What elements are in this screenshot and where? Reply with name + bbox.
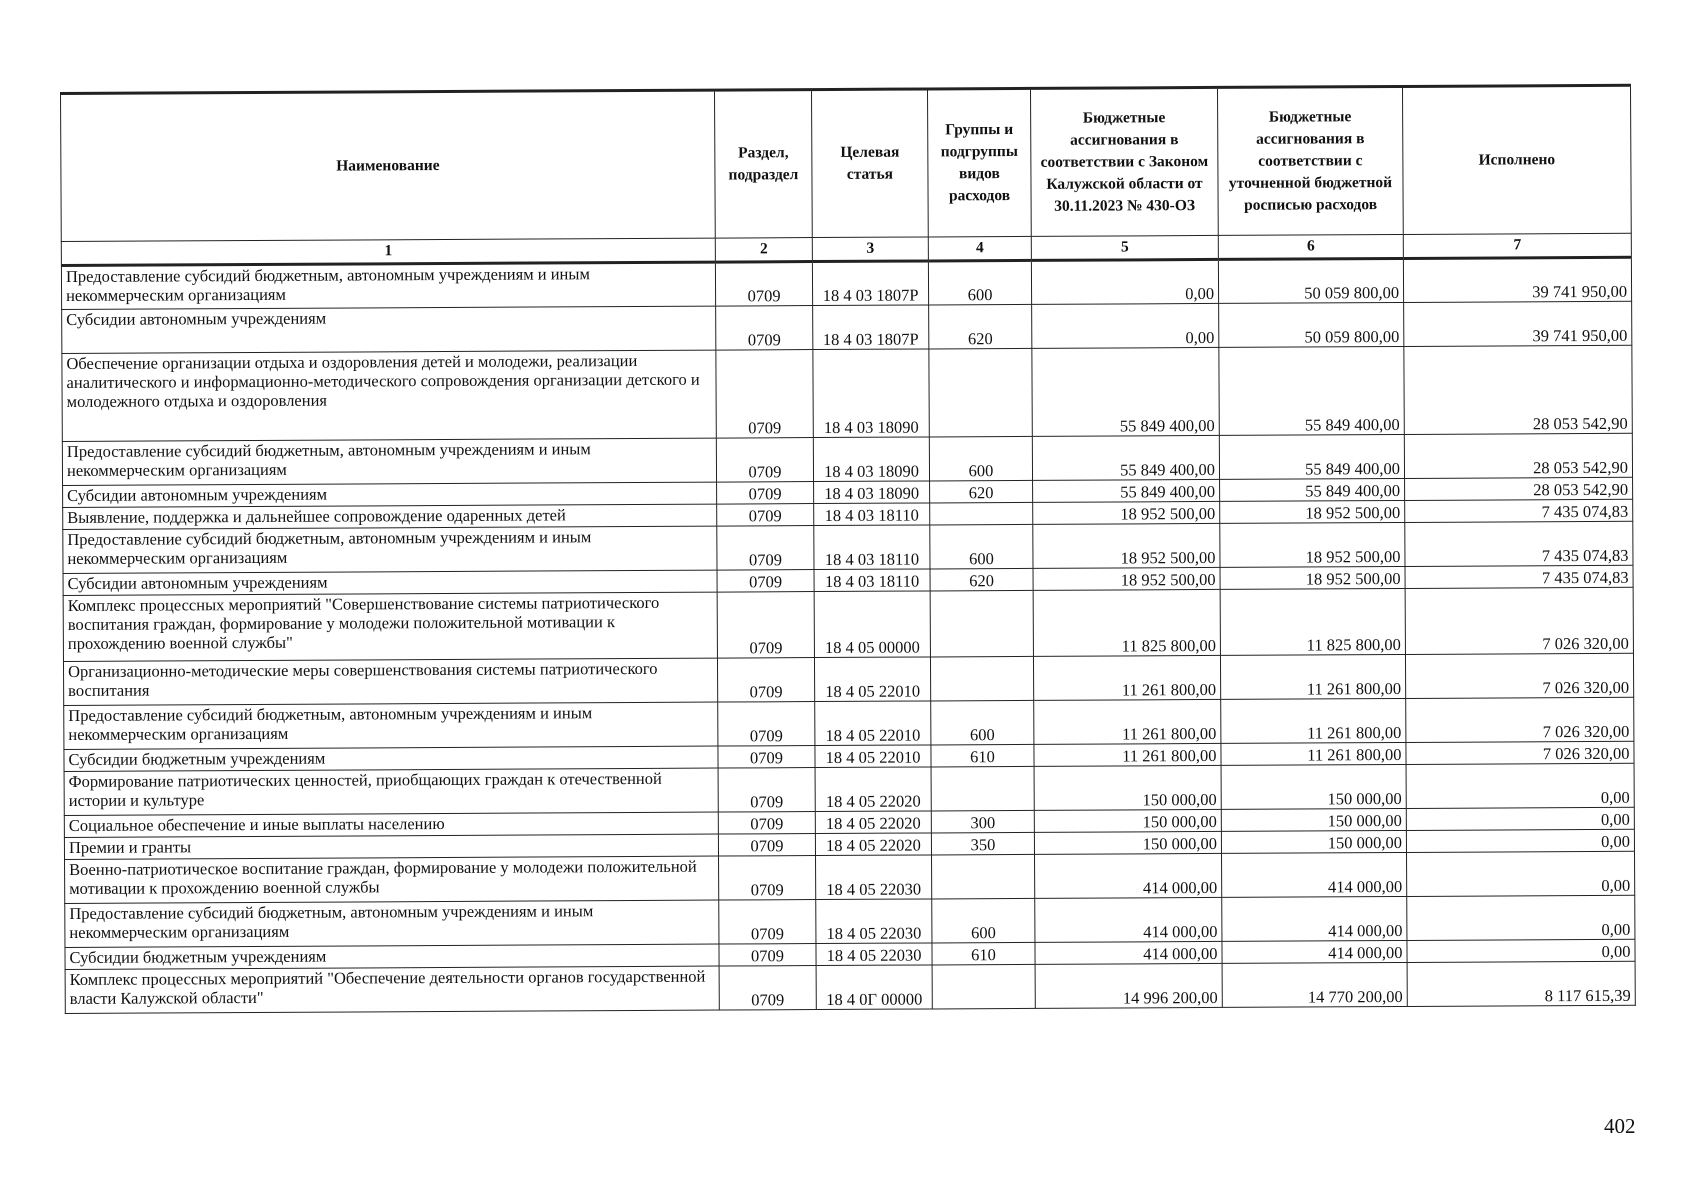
- row-name: Социальное обеспечение и иные выплаты населению: [64, 812, 718, 837]
- row-refined-allocation: 150 000,00: [1221, 830, 1406, 853]
- row-executed: 7 435 074,83: [1405, 499, 1633, 522]
- column-number: 1: [61, 238, 715, 265]
- row-law-allocation: 11 261 800,00: [1034, 743, 1221, 766]
- row-executed: 7 026 320,00: [1405, 653, 1633, 698]
- row-executed: 39 741 950,00: [1403, 257, 1631, 302]
- row-section: 0709: [719, 944, 816, 967]
- row-target-article: 18 4 03 18110: [814, 525, 930, 570]
- budget-table: [60, 84, 1636, 1014]
- row-executed: 7 026 320,00: [1406, 741, 1634, 764]
- page-number: 402: [1604, 1114, 1636, 1138]
- column-number: 6: [1218, 234, 1403, 259]
- row-name: Субсидии автономным учреждениям: [62, 306, 716, 353]
- row-section: 0709: [716, 306, 813, 351]
- row-target-article: 18 4 05 22010: [815, 745, 931, 768]
- row-expense-group: [930, 590, 1033, 657]
- row-law-allocation: 18 952 500,00: [1033, 501, 1220, 524]
- row-name: Субсидии бюджетным учреждениям: [64, 746, 718, 771]
- row-law-allocation: 0,00: [1032, 303, 1219, 348]
- header-refined-allocations: Бюджетные ассигнования в соответствии с уточненной бюджетной росписью расходов: [1217, 86, 1403, 235]
- row-name: Предоставление субсидий бюджетным, автономным учреждениям и иным некоммерческим организациям: [65, 900, 719, 947]
- row-refined-allocation: 414 000,00: [1222, 940, 1407, 963]
- row-expense-group: [929, 348, 1032, 437]
- row-target-article: 18 4 03 18090: [813, 437, 929, 482]
- row-section: 0709: [717, 526, 814, 571]
- header-expense-group: Группы и подгруппы видов расходов: [927, 88, 1031, 237]
- row-name: Предоставление субсидий бюджетным, автономным учреждениям и иным некоммерческим организациям: [61, 262, 715, 309]
- row-name: Предоставление субсидий бюджетным, автономным учреждениям и иным некоммерческим организациям: [62, 438, 716, 485]
- row-expense-group: 600: [931, 700, 1034, 745]
- row-name: Субсидии бюджетным учреждениям: [65, 944, 719, 969]
- row-executed: 0,00: [1407, 895, 1635, 940]
- row-name: Субсидии автономным учреждениям: [63, 482, 717, 507]
- row-refined-allocation: 50 059 800,00: [1218, 258, 1403, 303]
- table-row: [65, 961, 1635, 1013]
- row-name: Обеспечение организации отдыха и оздоровления детей и молодежи, реализации аналитического и информационно-методического сопровождения организации детского и молодежного отдыха и оздоровления: [62, 350, 716, 441]
- row-target-article: 18 4 03 18110: [814, 569, 930, 592]
- table-row: [65, 851, 1635, 903]
- row-expense-group: 300: [931, 810, 1034, 833]
- row-section: 0709: [716, 350, 813, 439]
- row-target-article: 18 4 05 22020: [815, 767, 931, 812]
- row-refined-allocation: 18 952 500,00: [1220, 500, 1405, 523]
- row-expense-group: [931, 766, 1034, 811]
- row-section: 0709: [717, 658, 814, 703]
- row-section: 0709: [718, 702, 815, 747]
- row-name: Предоставление субсидий бюджетным, автономным учреждениям и иным некоммерческим организациям: [63, 526, 717, 573]
- row-target-article: 18 4 03 18090: [814, 481, 930, 504]
- header-section: Раздел, подраздел: [714, 90, 812, 239]
- row-law-allocation: 150 000,00: [1034, 765, 1221, 810]
- table-row: [61, 257, 1631, 309]
- row-law-allocation: 150 000,00: [1034, 809, 1221, 832]
- row-expense-group: 620: [930, 480, 1033, 503]
- row-law-allocation: 55 849 400,00: [1033, 479, 1220, 502]
- row-law-allocation: 14 996 200,00: [1035, 963, 1222, 1008]
- row-executed: 8 117 615,39: [1407, 961, 1635, 1006]
- row-expense-group: 620: [929, 304, 1032, 349]
- row-target-article: 18 4 03 18090: [813, 349, 929, 438]
- table-row: [62, 345, 1632, 441]
- row-section: 0709: [718, 768, 815, 813]
- row-refined-allocation: 11 261 800,00: [1221, 742, 1406, 765]
- column-number: 3: [812, 237, 928, 262]
- row-executed: 0,00: [1407, 939, 1635, 962]
- row-law-allocation: 18 952 500,00: [1033, 523, 1220, 568]
- row-law-allocation: 150 000,00: [1034, 831, 1221, 854]
- row-target-article: 18 4 05 22030: [816, 943, 932, 966]
- column-number: 2: [715, 238, 812, 263]
- row-section: 0709: [717, 570, 814, 593]
- row-expense-group: 610: [931, 744, 1034, 767]
- row-expense-group: 600: [932, 898, 1035, 943]
- table-row: [63, 521, 1633, 573]
- column-number: 5: [1031, 235, 1218, 260]
- row-target-article: 18 4 03 18110: [814, 503, 930, 526]
- column-number: 7: [1403, 233, 1631, 258]
- row-executed: 28 053 542,90: [1404, 433, 1632, 478]
- row-expense-group: 600: [930, 524, 1033, 569]
- row-target-article: 18 4 05 22010: [815, 701, 931, 746]
- row-refined-allocation: 50 059 800,00: [1219, 302, 1404, 347]
- row-section: 0709: [715, 262, 812, 307]
- row-refined-allocation: 150 000,00: [1221, 764, 1406, 809]
- row-executed: 7 026 320,00: [1406, 697, 1634, 742]
- table-row: [63, 653, 1633, 705]
- row-law-allocation: 0,00: [1031, 259, 1218, 304]
- row-expense-group: 600: [929, 436, 1032, 481]
- row-name: Выявление, поддержка и дальнейшее сопровождение одаренных детей: [63, 504, 717, 529]
- row-name: Комплекс процессных мероприятий "Обеспечение деятельности органов государственной власти Калужской области": [65, 966, 719, 1013]
- row-expense-group: 350: [931, 832, 1034, 855]
- row-target-article: 18 4 05 22020: [815, 811, 931, 834]
- row-name: Предоставление субсидий бюджетным, автономным учреждениям и иным некоммерческим организациям: [64, 702, 718, 749]
- row-target-article: 18 4 05 00000: [814, 591, 930, 658]
- row-expense-group: 600: [928, 260, 1031, 305]
- header-law-allocations: Бюджетные ассигнования в соответствии с Законом Калужской области от 30.11.2023 № 430-ОЗ: [1030, 87, 1218, 236]
- row-refined-allocation: 14 770 200,00: [1222, 962, 1407, 1007]
- row-section: 0709: [719, 966, 816, 1011]
- row-law-allocation: 414 000,00: [1035, 853, 1222, 898]
- row-executed: 7 435 074,83: [1405, 565, 1633, 588]
- row-law-allocation: 11 261 800,00: [1034, 699, 1221, 744]
- row-name: Организационно-методические меры совершенствования системы патриотического воспитания: [63, 658, 717, 705]
- table-row: [62, 301, 1632, 353]
- row-executed: 0,00: [1406, 807, 1634, 830]
- row-refined-allocation: 11 825 800,00: [1220, 588, 1405, 655]
- row-name: Субсидии автономным учреждениям: [63, 570, 717, 595]
- row-refined-allocation: 11 261 800,00: [1220, 654, 1405, 699]
- column-number: 4: [928, 236, 1031, 261]
- row-executed: 0,00: [1406, 829, 1634, 852]
- row-refined-allocation: 18 952 500,00: [1220, 566, 1405, 589]
- row-executed: 7 435 074,83: [1405, 521, 1633, 566]
- row-section: 0709: [717, 482, 814, 505]
- row-section: 0709: [719, 900, 816, 945]
- row-target-article: 18 4 05 22030: [816, 855, 932, 900]
- row-section: 0709: [718, 746, 815, 769]
- row-expense-group: [932, 854, 1035, 899]
- row-section: 0709: [716, 438, 813, 483]
- table-row: [63, 587, 1633, 661]
- row-refined-allocation: 414 000,00: [1222, 896, 1407, 941]
- row-executed: 28 053 542,90: [1404, 345, 1632, 434]
- row-expense-group: [930, 656, 1033, 701]
- row-refined-allocation: 55 849 400,00: [1219, 346, 1404, 435]
- row-target-article: 18 4 03 1807Р: [813, 305, 929, 350]
- row-expense-group: 620: [930, 568, 1033, 591]
- row-target-article: 18 4 05 22020: [815, 833, 931, 856]
- row-refined-allocation: 11 261 800,00: [1221, 698, 1406, 743]
- row-law-allocation: 11 261 800,00: [1033, 655, 1220, 700]
- row-law-allocation: 414 000,00: [1035, 941, 1222, 964]
- row-target-article: 18 4 03 1807Р: [812, 261, 928, 306]
- row-section: 0709: [717, 592, 814, 659]
- row-executed: 39 741 950,00: [1404, 301, 1632, 346]
- header-row: [61, 85, 1632, 241]
- row-section: 0709: [718, 834, 815, 857]
- row-law-allocation: 18 952 500,00: [1033, 567, 1220, 590]
- header-article: Целевая статья: [811, 89, 928, 238]
- row-executed: 0,00: [1406, 763, 1634, 808]
- row-target-article: 18 4 05 22030: [816, 899, 932, 944]
- table-row: [65, 895, 1635, 947]
- row-executed: 28 053 542,90: [1405, 477, 1633, 500]
- row-name: Формирование патриотических ценностей, приобщающих граждан к отечественной истории и культуре: [64, 768, 718, 815]
- row-target-article: 18 4 05 22010: [814, 657, 930, 702]
- row-law-allocation: 55 849 400,00: [1032, 435, 1219, 480]
- row-refined-allocation: 18 952 500,00: [1220, 522, 1405, 567]
- row-name: Комплекс процессных мероприятий "Совершенствование системы патриотического воспитания граждан, формирование у молодежи положительной мотивации к прохождению военной службы": [63, 592, 717, 661]
- row-expense-group: 610: [932, 942, 1035, 965]
- row-law-allocation: 55 849 400,00: [1032, 347, 1219, 436]
- row-name: Премии и гранты: [64, 834, 718, 859]
- row-refined-allocation: 150 000,00: [1221, 808, 1406, 831]
- row-executed: 0,00: [1407, 851, 1635, 896]
- row-expense-group: [932, 964, 1035, 1009]
- table-body: [61, 257, 1635, 1013]
- row-expense-group: [930, 502, 1033, 525]
- table-row: [64, 763, 1634, 815]
- row-law-allocation: 11 825 800,00: [1033, 589, 1220, 656]
- row-name: Военно-патриотическое воспитание граждан, формирование у молодежи положительной мотивации к прохождению военной службы: [65, 856, 719, 903]
- row-section: 0709: [717, 504, 814, 527]
- row-refined-allocation: 55 849 400,00: [1220, 478, 1405, 501]
- header-executed: Исполнено: [1402, 85, 1631, 234]
- header-name: Наименование: [61, 90, 716, 241]
- table-row: [62, 433, 1632, 485]
- row-target-article: 18 4 0Г 00000: [816, 965, 932, 1010]
- row-refined-allocation: 414 000,00: [1222, 852, 1407, 897]
- row-executed: 7 026 320,00: [1405, 587, 1633, 654]
- budget-page: [60, 84, 1635, 1014]
- row-law-allocation: 414 000,00: [1035, 897, 1222, 942]
- table-row: [64, 697, 1634, 749]
- row-refined-allocation: 55 849 400,00: [1219, 434, 1404, 479]
- row-section: 0709: [719, 856, 816, 901]
- row-section: 0709: [718, 812, 815, 835]
